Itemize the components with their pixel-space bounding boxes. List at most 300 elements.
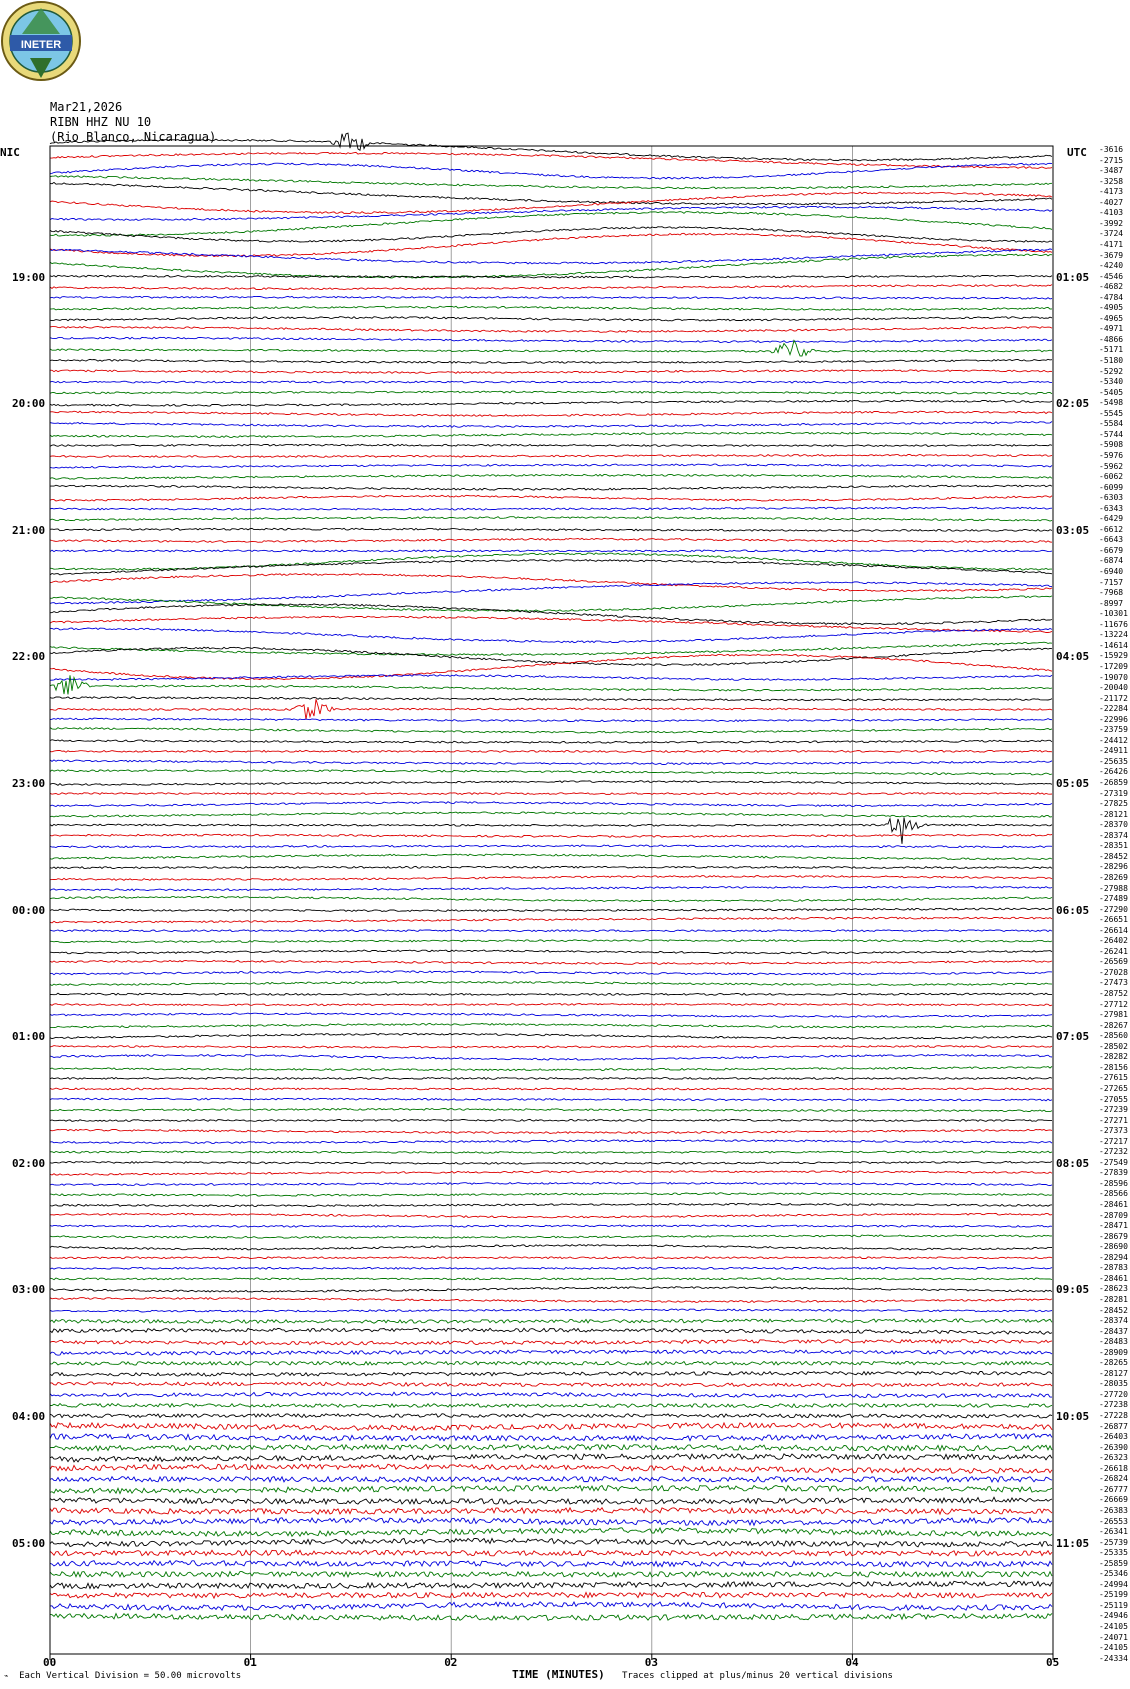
trace-level-label: -28709	[1099, 1210, 1128, 1220]
trace-level-label: -26341	[1099, 1527, 1128, 1537]
trace-level-label: -27825	[1099, 799, 1128, 809]
trace-level-label: -28502	[1099, 1041, 1128, 1051]
seismic-trace	[50, 1088, 1052, 1090]
trace-level-label: -6099	[1099, 482, 1124, 492]
trace-level-label: -3258	[1099, 176, 1124, 186]
x-tick-marks	[50, 1654, 1053, 1660]
trace-level-label: -28452	[1099, 1305, 1128, 1315]
trace-level-label: -25739	[1099, 1537, 1128, 1547]
trace-level-label: -26614	[1099, 925, 1128, 935]
trace-level-label: -28471	[1099, 1221, 1128, 1231]
seismic-trace	[50, 718, 1052, 722]
station-code: RIBN HHZ NU 10	[50, 115, 152, 129]
trace-level-label: -15929	[1099, 651, 1128, 661]
trace-level-label: -28265	[1099, 1358, 1128, 1368]
trace-level-label: -27720	[1099, 1389, 1128, 1399]
seismic-trace	[50, 227, 1052, 242]
trace-level-label: -27232	[1099, 1147, 1128, 1157]
seismic-trace	[50, 802, 1052, 807]
seismic-trace	[50, 1350, 1052, 1355]
trace-level-label: -6062	[1099, 472, 1124, 482]
trace-level-label: -4971	[1099, 324, 1124, 334]
trace-level-label: -27271	[1099, 1115, 1128, 1125]
trace-level-label: -24946	[1099, 1611, 1128, 1621]
trace-level-label: -5744	[1099, 429, 1124, 439]
seismic-trace	[50, 940, 1052, 943]
utc-time-label: 04:05	[1056, 650, 1090, 664]
trace-level-label: -26669	[1099, 1495, 1128, 1505]
trace-level-label: -28437	[1099, 1326, 1128, 1336]
seismic-trace	[50, 1004, 1052, 1006]
seismic-trace	[50, 1213, 1052, 1218]
seismic-trace	[50, 1309, 1052, 1312]
trace-level-label: -26402	[1099, 936, 1128, 946]
trace-level-label: -26390	[1099, 1442, 1128, 1452]
trace-level-label: -27839	[1099, 1168, 1128, 1178]
seismic-trace	[50, 1267, 1052, 1269]
trace-level-label: -17209	[1099, 661, 1128, 671]
seismic-trace	[50, 740, 1052, 743]
seismic-trace	[50, 845, 1052, 848]
trace-level-label: -4173	[1099, 187, 1124, 197]
trace-level-label: -28035	[1099, 1379, 1128, 1389]
seismic-trace	[50, 1078, 1052, 1080]
nic-time-label: 19:00	[12, 270, 46, 284]
trace-level-label: -27981	[1099, 1010, 1128, 1020]
seismic-trace	[50, 1423, 1052, 1431]
right-timezone: UTC	[1067, 146, 1087, 159]
seismic-trace	[50, 411, 1052, 416]
x-tick-label: 04	[845, 1656, 859, 1669]
trace-level-label: -4965	[1099, 313, 1124, 323]
seismic-trace	[50, 1257, 1052, 1259]
seismic-trace	[50, 1098, 1052, 1101]
seismic-trace	[50, 1171, 1052, 1176]
station-location: (Rio Blanco, Nicaragua)	[50, 130, 217, 144]
seismic-trace	[50, 1287, 1052, 1293]
seismic-trace	[50, 1033, 1052, 1039]
seismic-trace	[50, 1572, 1052, 1577]
seismic-trace	[50, 528, 1052, 531]
trace-level-label: -26553	[1099, 1516, 1128, 1526]
seismic-trace	[50, 1561, 1052, 1567]
seismic-trace	[50, 1203, 1052, 1206]
seismic-trace	[50, 950, 1052, 954]
trace-level-label: -8997	[1099, 598, 1124, 608]
nic-time-label: 04:00	[12, 1410, 46, 1423]
seismic-trace	[50, 1508, 1052, 1514]
seismic-trace	[50, 337, 1052, 342]
trace-level-label: -13224	[1099, 630, 1128, 640]
seismic-trace	[50, 1119, 1052, 1121]
seismic-trace	[50, 866, 1052, 868]
trace-level-label: -28679	[1099, 1231, 1128, 1241]
seismic-trace	[50, 359, 1052, 363]
seismic-trace	[50, 1528, 1052, 1537]
clip-note: Traces clipped at plus/minus 20 vertical divisions	[622, 1671, 893, 1681]
seismic-trace	[50, 1319, 1052, 1323]
trace-level-label: -4171	[1099, 239, 1124, 249]
trace-level-label: -28461	[1099, 1273, 1128, 1283]
utc-time-label: 09:05	[1056, 1283, 1090, 1297]
trace-level-label: -28566	[1099, 1189, 1128, 1199]
trace-level-label: -2715	[1099, 155, 1124, 165]
seismic-trace	[50, 176, 1052, 189]
seismic-trace	[50, 1245, 1052, 1250]
seismic-trace	[50, 285, 1052, 290]
nic-time-label: 02:00	[12, 1156, 46, 1170]
trace-level-label: -27319	[1099, 788, 1128, 798]
seismic-trace	[50, 793, 1052, 795]
seismic-trace	[50, 1382, 1052, 1387]
trace-level-label: -4866	[1099, 334, 1124, 344]
seismic-trace	[50, 697, 1052, 701]
trace-level-label: -5584	[1099, 419, 1124, 429]
trace-level-label: -5545	[1099, 408, 1124, 418]
trace-level-label: -26241	[1099, 946, 1128, 956]
seismic-trace	[50, 133, 1052, 161]
seismic-trace	[50, 1278, 1052, 1280]
trace-level-label: -27615	[1099, 1073, 1128, 1083]
trace-level-label: -28351	[1099, 841, 1128, 851]
seismic-trace	[50, 1414, 1052, 1418]
seismic-trace	[50, 1140, 1052, 1144]
trace-level-label: -26824	[1099, 1474, 1128, 1484]
trace-level-label: -28267	[1099, 1020, 1128, 1030]
trace-level-label: -25199	[1099, 1590, 1128, 1600]
trace-level-label: -25635	[1099, 756, 1128, 766]
seismic-trace	[50, 233, 1052, 256]
seismic-trace	[50, 1182, 1052, 1185]
trace-level-label: -24994	[1099, 1579, 1128, 1589]
seismic-trace	[50, 1109, 1052, 1112]
seismic-trace	[50, 1055, 1052, 1061]
seismic-trace	[50, 582, 1052, 604]
trace-level-label: -6679	[1099, 545, 1124, 555]
seismic-trace	[50, 507, 1052, 510]
trace-level-label: -26403	[1099, 1432, 1128, 1442]
trace-level-label: -6303	[1099, 493, 1124, 503]
seismic-trace	[50, 1581, 1052, 1588]
trace-level-label: -3487	[1099, 166, 1124, 176]
trace-level-label: -24105	[1099, 1643, 1128, 1653]
seismic-trace	[50, 1539, 1052, 1547]
seismic-trace	[50, 596, 1052, 612]
seismic-trace	[50, 249, 1052, 264]
seismic-trace	[50, 1161, 1052, 1164]
trace-level-label: -26323	[1099, 1453, 1128, 1463]
seismic-trace	[50, 604, 1052, 625]
seismic-trace	[50, 341, 1052, 357]
trace-level-label: -6429	[1099, 514, 1124, 524]
trace-level-label: -28156	[1099, 1062, 1128, 1072]
trace-level-label: -28560	[1099, 1031, 1128, 1041]
seismic-trace	[50, 834, 1052, 837]
trace-level-label: -11676	[1099, 619, 1128, 629]
trace-level-label: -5908	[1099, 440, 1124, 450]
trace-level-label: -28269	[1099, 872, 1128, 882]
trace-level-label: -28752	[1099, 989, 1128, 998]
x-tick-label: 02	[444, 1656, 458, 1669]
seismic-trace	[50, 370, 1052, 374]
seismic-trace	[50, 1023, 1052, 1028]
trace-level-label: -26426	[1099, 767, 1128, 777]
trace-level-label: -4240	[1099, 261, 1124, 271]
nic-time-label: 00:00	[12, 903, 46, 917]
trace-level-label: -24412	[1099, 735, 1128, 745]
seismic-trace	[50, 1392, 1052, 1397]
seismic-trace	[50, 728, 1052, 734]
utc-time-label: 02:05	[1056, 397, 1090, 411]
scale-note-text: Each Vertical Division = 50.00 microvolts	[19, 1671, 242, 1681]
seismic-trace	[50, 1328, 1052, 1334]
seismic-trace	[50, 699, 1052, 719]
trace-level-label: -26859	[1099, 778, 1128, 787]
trace-level-label: -3616	[1099, 145, 1124, 154]
seismic-trace	[50, 854, 1052, 860]
trace-level-label: -23759	[1099, 725, 1128, 735]
trace-level-label: -4784	[1099, 292, 1124, 302]
trace-level-label: -25859	[1099, 1558, 1128, 1568]
seismic-trace	[50, 654, 1052, 679]
trace-level-label: -3724	[1099, 229, 1124, 239]
seismic-trace	[50, 306, 1052, 310]
seismic-trace	[50, 485, 1052, 490]
seismic-trace	[50, 1372, 1052, 1377]
trace-level-label: -4905	[1099, 303, 1124, 313]
trace-level-label: -5171	[1099, 345, 1124, 355]
seismic-trace	[50, 930, 1052, 932]
seismic-trace	[50, 647, 1052, 665]
seismic-trace	[50, 1361, 1052, 1365]
trace-group	[50, 133, 1052, 1620]
seismic-trace	[50, 1454, 1052, 1462]
seismic-trace	[50, 628, 1052, 643]
trace-level-label: -6940	[1099, 567, 1124, 576]
trace-level-label: -3992	[1099, 218, 1124, 228]
nic-time-label: 03:00	[12, 1283, 46, 1297]
seismic-trace	[50, 444, 1052, 446]
trace-level-label: -28596	[1099, 1178, 1128, 1188]
trace-level-label: -3679	[1099, 250, 1124, 260]
trace-level-label: -5976	[1099, 450, 1124, 460]
utc-time-label: 05:05	[1056, 777, 1090, 790]
trace-level-label: -27549	[1099, 1157, 1128, 1167]
trace-level-label: -27238	[1099, 1400, 1128, 1410]
trace-level-label: -14614	[1099, 640, 1128, 650]
trace-level-label: -20040	[1099, 683, 1128, 693]
seismic-trace	[50, 1434, 1052, 1441]
seismic-trace	[50, 1602, 1052, 1611]
seismic-trace	[50, 391, 1052, 394]
trace-level-label: -28282	[1099, 1052, 1128, 1062]
seismic-trace	[50, 1497, 1052, 1504]
trace-level-label: -27489	[1099, 894, 1128, 904]
trace-level-label: -27988	[1099, 883, 1128, 893]
utc-time-label: 08:05	[1056, 1156, 1090, 1170]
trace-level-label: -28909	[1099, 1347, 1128, 1357]
trace-level-label: -27473	[1099, 978, 1128, 988]
seismic-trace	[50, 993, 1052, 995]
trace-level-label: -28374	[1099, 1316, 1128, 1326]
seismic-trace	[50, 275, 1052, 278]
seismic-trace	[50, 1613, 1052, 1620]
seismic-trace	[50, 422, 1052, 428]
trace-level-label: -5180	[1099, 356, 1124, 365]
seismic-trace	[50, 760, 1052, 765]
seismic-trace	[50, 817, 1052, 843]
seismic-trace	[50, 206, 1052, 220]
seismic-trace	[50, 1550, 1052, 1556]
seismic-trace	[50, 812, 1052, 817]
trace-level-label: -5962	[1099, 461, 1124, 471]
seismic-trace	[50, 1445, 1052, 1451]
seismic-trace	[50, 1151, 1052, 1153]
seismic-trace	[50, 1298, 1052, 1303]
trace-level-label: -6874	[1099, 556, 1124, 566]
x-tick-label: 00	[43, 1656, 57, 1669]
record-date: Mar21,2026	[50, 100, 123, 114]
seismic-trace	[50, 212, 1052, 237]
trace-level-label: -21172	[1099, 693, 1128, 703]
utc-time-label: 07:05	[1056, 1030, 1090, 1044]
seismic-trace	[50, 908, 1052, 911]
scale-note: ⌁ Each Vertical Division = 50.00 microvolts	[4, 1671, 242, 1681]
trace-level-label: -5498	[1099, 398, 1124, 408]
nic-time-label: 05:00	[12, 1536, 46, 1550]
seismic-trace	[50, 876, 1052, 881]
x-axis-label: TIME (MINUTES)	[512, 1668, 605, 1681]
utc-time-label: 03:05	[1056, 523, 1090, 537]
seismic-trace	[50, 642, 1052, 655]
seismic-trace	[50, 1013, 1052, 1017]
utc-time-label: 01:05	[1056, 270, 1090, 284]
trace-level-label: -4103	[1099, 208, 1124, 218]
seismic-trace	[50, 1477, 1052, 1482]
trace-level-label: -25346	[1099, 1569, 1128, 1579]
trace-level-label: -27055	[1099, 1094, 1128, 1104]
seismic-trace	[50, 560, 1052, 575]
trace-level-label: -28127	[1099, 1368, 1128, 1378]
seismic-trace	[50, 770, 1052, 775]
trace-level-label: -26877	[1099, 1421, 1128, 1431]
seismic-trace	[50, 1486, 1052, 1494]
trace-level-label: -28461	[1099, 1200, 1128, 1209]
trace-level-label: -28121	[1099, 809, 1128, 819]
seismic-trace	[50, 1225, 1052, 1227]
seismic-trace	[50, 1518, 1052, 1526]
seismic-trace	[50, 982, 1052, 986]
trace-level-label: -27239	[1099, 1105, 1128, 1115]
seismic-trace	[50, 550, 1052, 552]
trace-level-label: -22996	[1099, 714, 1128, 724]
seismic-trace	[50, 517, 1052, 521]
trace-level-label: -7157	[1099, 577, 1124, 587]
nic-time-label: 20:00	[12, 397, 46, 411]
seismic-trace	[50, 254, 1052, 278]
seismic-trace	[50, 886, 1052, 890]
utc-time-label: 11:05	[1056, 1536, 1090, 1550]
trace-level-label: -6612	[1099, 524, 1124, 534]
trace-level-label: -26569	[1099, 957, 1128, 967]
seismic-trace	[50, 781, 1052, 786]
seismic-trace	[50, 381, 1052, 383]
seismic-trace	[50, 432, 1052, 437]
seismic-trace	[50, 1404, 1052, 1408]
seismic-trace	[50, 1464, 1052, 1473]
seismic-trace	[50, 1046, 1052, 1048]
trace-level-label: -28294	[1099, 1252, 1128, 1262]
trace-level-label: -22284	[1099, 704, 1128, 714]
trace-level-label: -28374	[1099, 830, 1128, 840]
seismic-trace	[50, 1235, 1052, 1238]
trace-level-label: -27028	[1099, 967, 1128, 977]
trace-level-label: -28296	[1099, 862, 1128, 872]
seismic-trace	[50, 896, 1052, 901]
trace-level-label: -4682	[1099, 282, 1124, 292]
trace-level-label: -26651	[1099, 915, 1128, 925]
trace-level-label: -25335	[1099, 1548, 1128, 1558]
seismic-trace	[50, 917, 1052, 923]
seismic-trace	[50, 538, 1052, 542]
seismic-trace	[50, 455, 1052, 458]
nic-time-label: 22:00	[12, 650, 46, 664]
trace-level-label: -25119	[1099, 1600, 1128, 1610]
seismic-trace	[50, 1592, 1052, 1598]
seismic-trace	[50, 971, 1052, 975]
trace-level-label: -5340	[1099, 377, 1124, 387]
x-tick-label: 03	[644, 1656, 659, 1669]
seismic-trace	[50, 1066, 1052, 1070]
trace-level-label: -6643	[1099, 535, 1124, 545]
utc-time-label: 10:05	[1056, 1410, 1090, 1423]
trace-level-label: -27712	[1099, 999, 1128, 1009]
trace-level-label: -24071	[1099, 1632, 1128, 1642]
seismic-trace	[50, 1193, 1052, 1196]
trace-level-label: -4546	[1099, 271, 1124, 281]
seismic-trace	[50, 400, 1052, 406]
seismic-trace	[50, 1129, 1052, 1133]
trace-level-label: -6343	[1099, 503, 1124, 513]
left-timezone: NIC	[0, 146, 20, 159]
trace-level-label: -28623	[1099, 1284, 1128, 1294]
seismic-trace	[50, 495, 1052, 501]
trace-level-label: -28690	[1099, 1242, 1128, 1252]
utc-time-label: 06:05	[1056, 903, 1090, 917]
trace-level-label: -24334	[1099, 1653, 1128, 1663]
trace-level-label: -5405	[1099, 387, 1124, 397]
nic-time-label: 01:00	[12, 1030, 46, 1044]
trace-level-label: -5292	[1099, 366, 1124, 376]
seismic-trace	[50, 1340, 1052, 1345]
trace-level-label: -27265	[1099, 1083, 1128, 1093]
trace-level-label: -10301	[1099, 609, 1128, 619]
nic-time-label: 21:00	[12, 523, 46, 537]
trace-level-label: -26383	[1099, 1505, 1128, 1515]
trace-level-label: -28452	[1099, 851, 1128, 861]
seismic-trace	[50, 750, 1052, 752]
seismic-trace	[50, 464, 1052, 468]
trace-level-label: -4027	[1099, 197, 1124, 207]
trace-level-label: -26777	[1099, 1484, 1128, 1494]
seismic-trace	[50, 327, 1052, 333]
seismic-trace	[50, 317, 1052, 321]
logo-text: INETER	[20, 39, 62, 51]
trace-level-label: -24105	[1099, 1622, 1128, 1631]
trace-level-label: -28783	[1099, 1263, 1128, 1273]
seismic-trace	[50, 474, 1052, 479]
trace-level-label: -28483	[1099, 1337, 1128, 1347]
